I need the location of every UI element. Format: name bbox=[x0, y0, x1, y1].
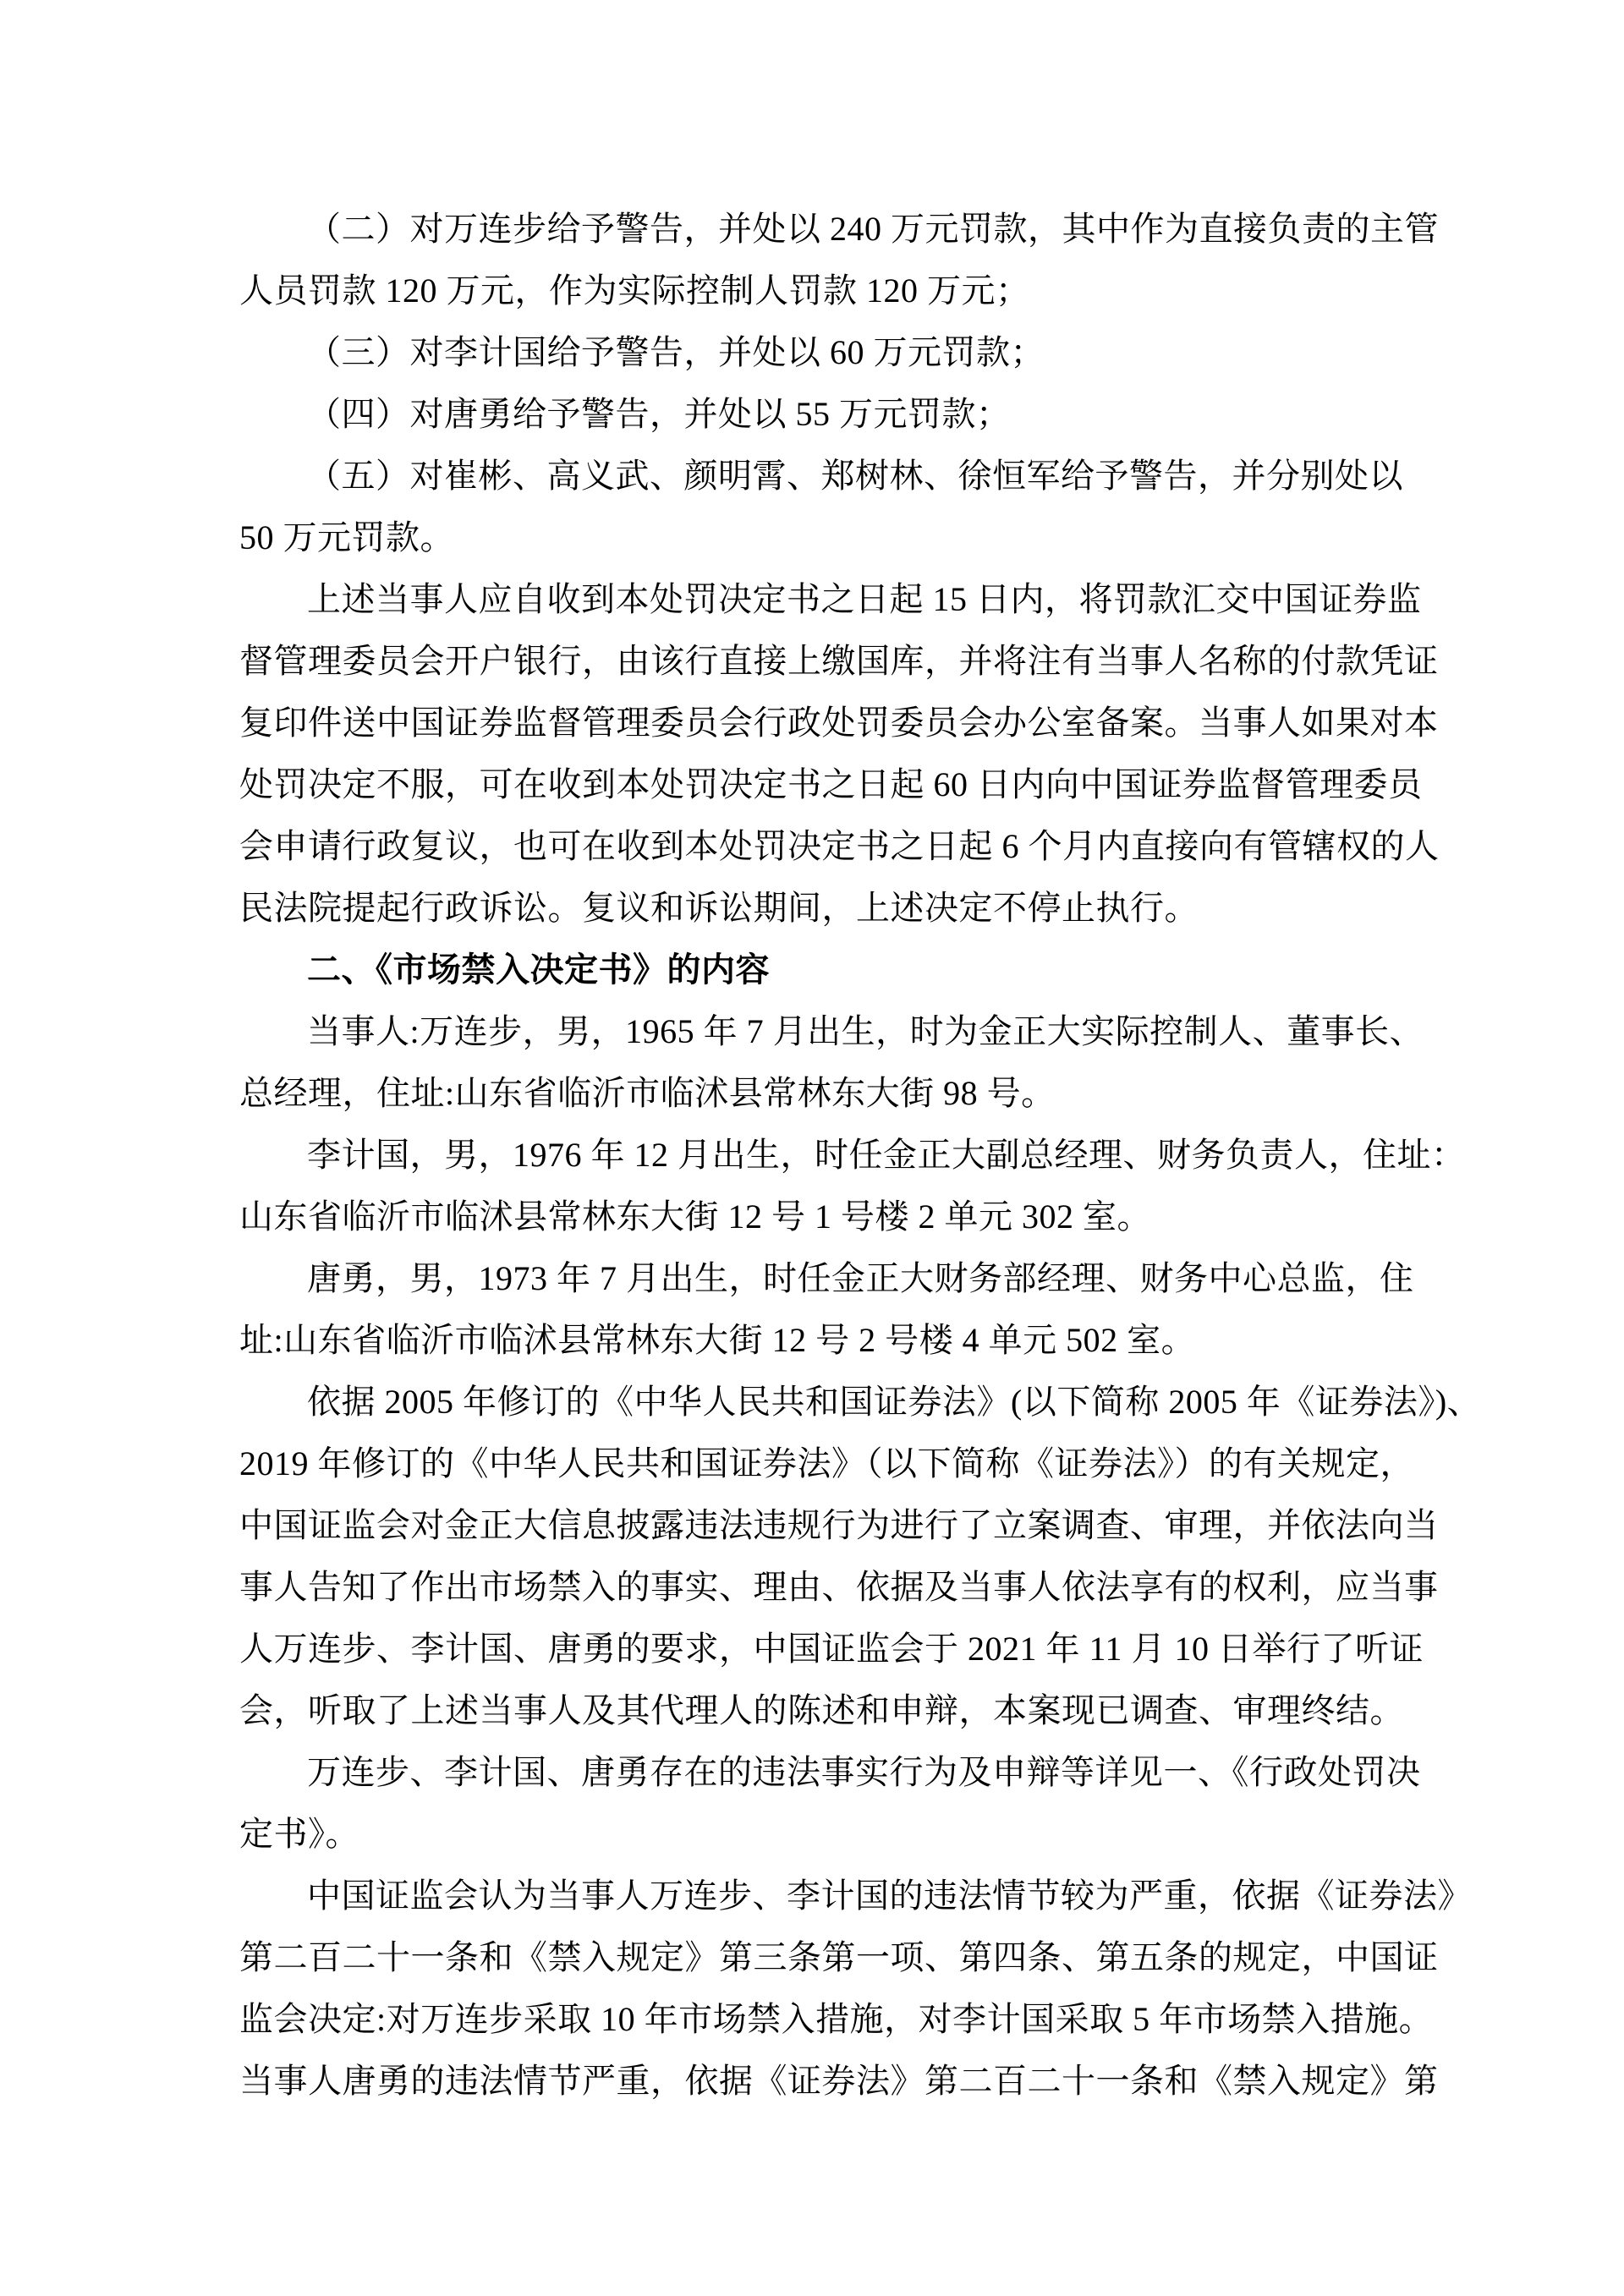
text-line: （五）对崔彬、高义武、颜明霄、郑树林、徐恒军给予警告，并分别处以 bbox=[307, 457, 1403, 495]
text-line: 址:山东省临沂市临沭县常林东大街 12 号 2 号楼 4 单元 502 室。 bbox=[239, 1321, 1196, 1359]
text-line: 山东省临沂市临沭县常林东大街 12 号 1 号楼 2 单元 302 室。 bbox=[239, 1197, 1151, 1236]
text-line: 万连步、李计国、唐勇存在的违法事实行为及申辩等详见一、《行政处罚决 bbox=[307, 1753, 1421, 1791]
text-line: 人员罚款 120 万元，作为实际控制人罚款 120 万元； bbox=[239, 271, 1030, 310]
text-line: 监会决定:对万连步采取 10 年市场禁入措施，对李计国采取 5 年市场禁入措施。 bbox=[239, 2000, 1434, 2038]
text-line: 总经理，住址:山东省临沂市临沭县常林东大街 98 号。 bbox=[239, 1074, 1056, 1112]
text-line: 50 万元罚款。 bbox=[239, 518, 454, 556]
text-line: 第二百二十一条和《禁入规定》第三条第一项、第四条、第五条的规定，中国证 bbox=[239, 1938, 1439, 1976]
text-line: 2019 年修订的《中华人民共和国证券法》（以下简称《证券法》）的有关规定， bbox=[239, 1444, 1414, 1482]
section-heading: 二、《市场禁入决定书》的内容 bbox=[307, 951, 770, 989]
text-line: 中国证监会对金正大信息披露违法违规行为进行了立案调查、审理，并依法向当 bbox=[239, 1506, 1439, 1544]
text-line: 上述当事人应自收到本处罚决定书之日起 15 日内，将罚款汇交中国证券监 bbox=[307, 580, 1422, 618]
text-line: 会，听取了上述当事人及其代理人的陈述和申辩，本案现已调查、审理终结。 bbox=[239, 1691, 1404, 1729]
text-line: 当事人:万连步，男，1965 年 7 月出生，时为金正大实际控制人、董事长、 bbox=[307, 1012, 1424, 1050]
text-line: （四）对唐勇给予警告，并处以 55 万元罚款； bbox=[307, 395, 1011, 433]
text-line: 处罚决定不服，可在收到本处罚决定书之日起 60 日内向中国证券监督管理委员 bbox=[239, 765, 1423, 803]
text-line: 督管理委员会开户银行，由该行直接上缴国库，并将注有当事人名称的付款凭证 bbox=[239, 642, 1439, 680]
document-body bbox=[239, 198, 1482, 2112]
text-line: 唐勇，男，1973 年 7 月出生，时任金正大财务部经理、财务中心总监，住 bbox=[307, 1259, 1414, 1297]
text-line: （二）对万连步给予警告，并处以 240 万元罚款，其中作为直接负责的主管 bbox=[307, 210, 1439, 248]
text-line: 依据 2005 年修订的《中华人民共和国证券法》(以下简称 2005 年《证券法》)、 bbox=[307, 1383, 1482, 1421]
text-line: 事人告知了作出市场禁入的事实、理由、依据及当事人依法享有的权利，应当事 bbox=[239, 1568, 1439, 1606]
text-line: 民法院提起行政诉讼。复议和诉讼期间，上述决定不停止执行。 bbox=[239, 889, 1199, 927]
text-line: 当事人唐勇的违法情节严重，依据《证券法》第二百二十一条和《禁入规定》第 bbox=[239, 2062, 1439, 2100]
text-line: 复印件送中国证券监督管理委员会行政处罚委员会办公室备案。当事人如果对本 bbox=[239, 704, 1439, 742]
text-line: 会申请行政复议，也可在收到本处罚决定书之日起 6 个月内直接向有管辖权的人 bbox=[239, 827, 1440, 865]
text-line: 中国证监会认为当事人万连步、李计国的违法情节较为严重，依据《证券法》 bbox=[307, 1877, 1472, 1915]
text-line: （三）对李计国给予警告，并处以 60 万元罚款； bbox=[307, 333, 1045, 371]
text-line: 李计国，男，1976 年 12 月出生，时任金正大副总经理、财务负责人，住址： bbox=[307, 1136, 1466, 1174]
text-line: 定书》。 bbox=[239, 1815, 359, 1853]
text-line: 人万连步、李计国、唐勇的要求，中国证监会于 2021 年 11 月 10 日举行了听证 bbox=[239, 1630, 1424, 1668]
